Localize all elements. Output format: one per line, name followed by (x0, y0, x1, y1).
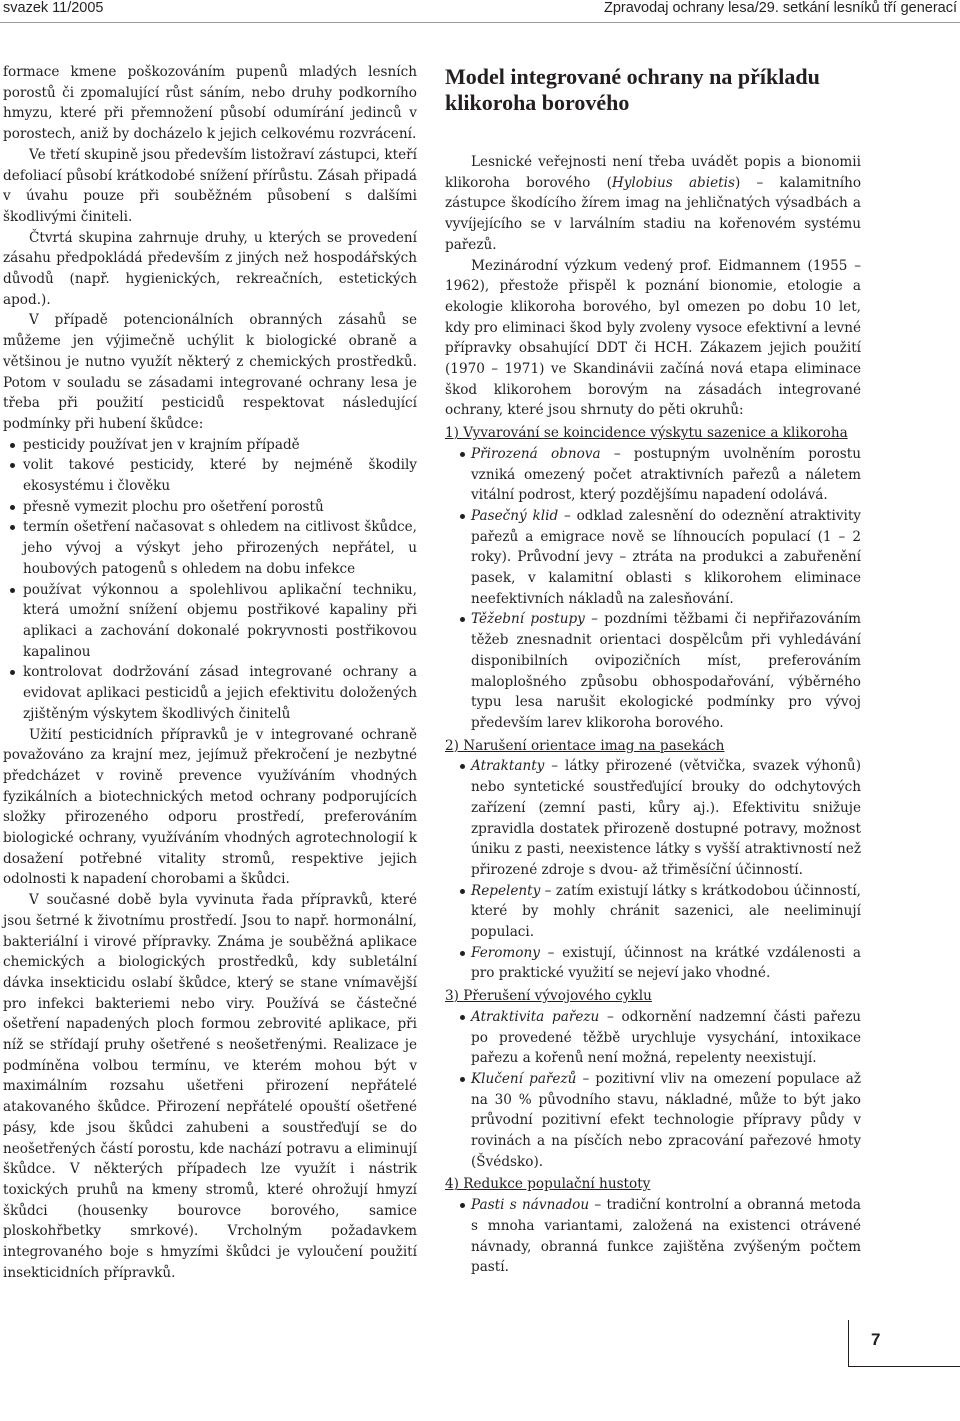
section-heading: 3) Přerušení vývojového cyklu (445, 988, 652, 1005)
text-run: ) – kalamitního zástupce škodícího žírem imag na jehličnatých výsadbách a vyvíjejícího se v larválním stadiu na kořenovém systému pařezů. (445, 174, 862, 253)
running-header (0, 0, 960, 18)
section-list (445, 1195, 861, 1278)
header-rule (0, 22, 960, 23)
list-item: používat výkonnou a spolehlivou aplikační techniku, která umožní snížení objemu postřikové kapaliny při aplikaci a zachování dokonalé pokryvnosti postřikovou kapalinou (3, 580, 417, 663)
item-term: Těžební postupy (471, 611, 585, 628)
paragraph: formace kmene poškozováním pupenů mladých lesních porostů či zpomalující růst sáním, nebo druhy podkorního hmyzu, které při přemnožení působí odumírání jedinců v porostech, aniž by docházelo k jejich celkovému rozvrácení. (3, 64, 417, 143)
text-run: Lesnické veřejnosti není třeba uvádět popis a bionomii klikoroha borového ( (445, 154, 861, 191)
right-column (445, 64, 861, 1278)
item-term: Pasti s návnadou (471, 1197, 590, 1214)
item-text: – postupným uvolněním porostu vzniká omezený počet atraktivních pařezů a náletem vitální podrost, který pozdějšímu napadení odolává. (471, 445, 861, 504)
section-list (445, 756, 861, 984)
list-item (445, 506, 861, 610)
item-text: – zatím existují látky s krátkodobou účinností, které by mohly chránit sazenici, ale neeliminují populaci. (471, 882, 861, 941)
volume-label: svazek 11/2005 (3, 0, 104, 16)
item-term: Atraktanty (471, 758, 545, 775)
item-term: Feromony (471, 944, 540, 961)
item-text: – odkornění nadzemní části pařezu po provedené těžbě urychluje vysychání, intoxikace pařezu a kořenů není možná, repelenty neexistují. (471, 1008, 861, 1067)
list-item (445, 943, 861, 984)
list-item: kontrolovat dodržování zásad integrované ochrany a evidovat aplikaci pesticidů a jejich efektivitu doložených zjištěným výskytem škodlivých činitelů (3, 662, 417, 724)
list-item: pesticidy používat jen v krajním případě (3, 435, 417, 456)
paragraph: V případě potencionálních obranných zásahů se můžeme jen výjimečně uchýlit k biologické obraně a většinou je nutno využít některý z chemických prostředků. Potom v souladu se zásadami integrované ochrany lesa je třeba při použití pesticidů respektovat následující podmínky při hubení škůdce: (3, 312, 417, 432)
article-title: Model integrované ochrany na příkladu klikoroha borového (445, 64, 820, 115)
list-item (445, 881, 861, 943)
paragraph: Mezinárodní výzkum vedený prof. Eidmannem (1955 – 1962), přestože přispěl k poznání bionomie, etologie a ekologie klikoroha borového, byl omezen po dobu 10 let, kdy pro eliminaci škod byly zvoleny vysoce efektivní a levné přípravky obsahující DDT či HCH. Zákazem jejich použití (1970 – 1971) ve Skandinávii začíná nová etapa eliminace škod klikorohem borovým na zásadách integrované ochrany, které jsou shrnuty do pěti okruhů: (445, 257, 861, 419)
publication-title: Zpravodaj ochrany lesa/29. setkání lesníků tří generací (603, 0, 957, 16)
list-item (445, 1007, 861, 1069)
section-heading: 4) Redukce populační hustoty (445, 1176, 651, 1193)
item-text: – odklad zalesnění do odeznění atraktivity pařezů a emigrace nově se líhnoucích populací (1 – 2 roky). Průvodní jevy – ztráta na produkci a zabuřenění pasek, v kalamitní oblasti s klikorohem eliminace neefektivních nákladů na zalesňování. (471, 507, 861, 607)
list-item (445, 1195, 861, 1278)
paragraph: Čtvrtá skupina zahrnuje druhy, u kterých se provedení zásahu předpokládá především z jiných než hospodářských důvodů (např. hygienických, rekreačních, estetických apod.). (3, 229, 417, 308)
list-item: přesně vymezit plochu pro ošetření porostů (3, 497, 417, 518)
paragraph (445, 152, 861, 256)
item-text: – tradiční kontrolní a obranná metoda s mnoha variantami, založená na existenci otrávené návnady, obranná funkce zajištěna zvýšeným počtem pastí. (471, 1197, 862, 1276)
item-text: – pozdními těžbami či nepřiřazováním těžeb znesnadnit orientaci dospělcům při vyhledávání disponibilních ovipozičních míst, preferováním maloplošného způsobu obhospodařování, výběrného typu lesa narušit ekologické podmínky pro vývoj především larev klikoroha borového. (471, 611, 861, 731)
item-term: Klučení pařezů (471, 1070, 577, 1087)
paragraph: V současné době byla vyvinuta řada přípravků, které jsou šetrné k životnímu prostředí. Jsou to např. hormonální, bakteriální i virové přípravky. Známa je souběžná aplikace chemických a biologických prostředků, kdy subletální dávka insekticidu oslabí škůdce, který se stane vnímavější pro infekci bakteriemi nebo viry. Používá se částečné ošetření napadených ploch formou zebrovité aplikace, při níž se střídají pruhy ošetřené s neošetřenými. Realizace je podmíněna volbou termínu, ve kterém mohou být v maximálním rozsahu ušetřeni přirození nepřátelé atakovaného škůdce. Přirození nepřátelé opouští ošetřené pásy, kde jsou škůdci zahubeni a soustřeďují se do neošetřených částí porostu, kde nachází potravu a eliminují škůdce. V některých případech lze využít i nástrik toxických pruhů na kmeny stromů, které ohrožují hmyzí škůdci (housenky bourovce borového, samice ploskohřbetky smrkové). Vrcholným požadavkem integrovaného boje s hmyzími škůdci je vyloučení použití insekticidních přípravků. (3, 892, 417, 1281)
item-term: Repelenty (471, 882, 541, 899)
section-heading: 2) Narušení orientace imag na pasekách (445, 737, 725, 754)
paragraph: Užití pesticidních přípravků je v integrované ochraně považováno za krajní mez, jejímuž překročení je nezbytné předcházet v rovině prevence využíváním vhodných fyzikálních a biotechnických metod ochrany podporujících složky přirozeného odporu prostředí, preferováním biologické ochrany, využíváním vhodných agrotechnologií k dosažení potřebné vitality stromů, respektive jejich odolnosti k napadení chorobami a škůdci. (3, 726, 417, 888)
list-item: termín ošetření načasovat s ohledem na citlivost škůdce, jeho vývoj a výskyt jeho přirozených nepřátel, u houbových patogenů s ohledem na dobu infekce (3, 517, 417, 579)
left-column (3, 62, 417, 1283)
conditions-list (3, 435, 417, 725)
item-text: – existují, účinnost na krátké vzdálenosti a pro praktické využití se nejeví jako vhodné. (471, 944, 861, 982)
section-heading: 1) Vyvarování se koincidence výskytu sazenice a klikoroha (445, 425, 848, 442)
section-list (445, 1007, 861, 1173)
item-text: – látky přirozené (větvička, svazek výhonů) nebo syntetické soustřeďující brouky do odchytových zařízení (zemní pasti, kůry aj.). Efektivitu snižuje zpravidla dostatek přirozeně dostupné potravy, možnost úniku z pasti, neexistence látky s vyšší atraktivností než přirozené zdroje s dvou- až třiměsíční účinností. (471, 758, 861, 878)
list-item (445, 609, 861, 733)
species-name: Hylobius abietis (611, 174, 735, 191)
item-term: Přirozená obnova (471, 445, 601, 462)
list-item: volit takové pesticidy, které by nejméně škodily ekosystému i člověku (3, 455, 417, 496)
paragraph: Ve třetí skupině jsou především listožraví zástupci, kteří defoliací působí krátkodobé snížení přírůstu. Zásah připadá v úvahu pouze při souběžném působení s dalšími škodlivými činiteli. (3, 146, 417, 225)
list-item (445, 1069, 861, 1173)
item-term: Pasečný klid (471, 507, 559, 524)
item-term: Atraktivita pařezu (471, 1008, 600, 1025)
list-item (445, 444, 861, 506)
list-item (445, 756, 861, 880)
section-list (445, 444, 861, 734)
page-number: 7 (871, 1330, 881, 1349)
item-text: – pozitivní vliv na omezení populace až na 30 % původního stavu, nákladné, může to být jako průvodní pozitivní efekt technologie přípravy půdy v rovinách a na písčích nebo zpracování pařezové hmoty (Švédsko). (471, 1070, 861, 1170)
page-number-box (848, 1320, 960, 1367)
